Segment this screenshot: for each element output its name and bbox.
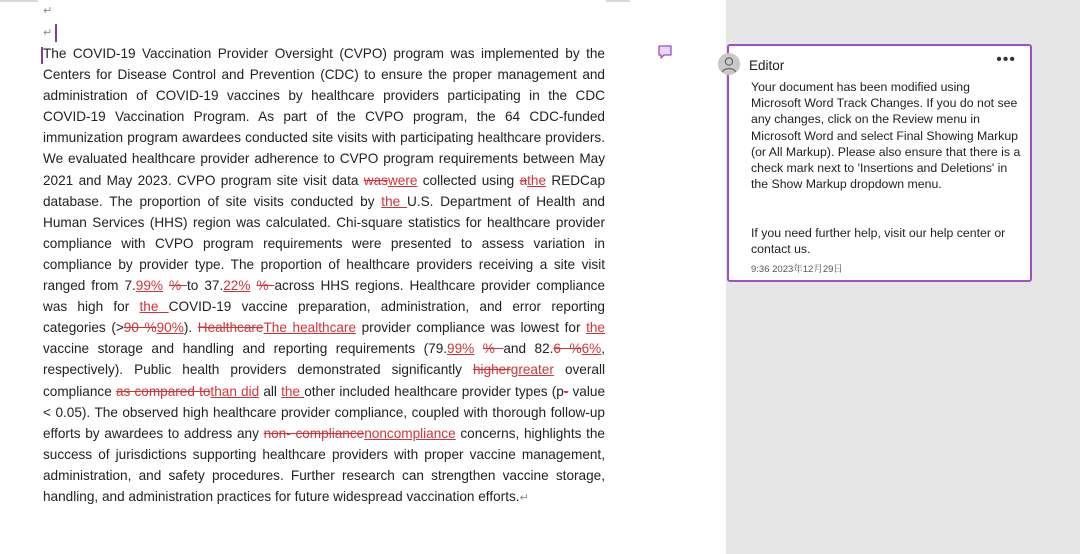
body-text-run: vaccine storage and handling and reporting requirements (79.	[43, 341, 448, 357]
body-text-run: REDCap database. The proportion of site visits conducted by	[43, 172, 605, 209]
comment-text: Your document has been modified using Microsoft Word Track Changes. If you do not see any changes, click on the Review menu in Microsoft Word and select Final Showing Markup (or All Markup). Please also ensure that there is a check mark next to 'Insertions and Deletions' in the Show Markup dropdown menu.	[751, 80, 1021, 192]
tracked-deletion: higher	[472, 362, 511, 378]
tracked-insertion: The healthcare	[263, 320, 357, 336]
tracked-insertion: 99%	[447, 341, 475, 357]
body-text-run: value < 0.05). The observed high healthcare provider compliance, coupled with thorough follow-up efforts by awardees to address any	[43, 383, 606, 441]
comment-card[interactable]	[727, 44, 1032, 282]
tracked-insertion: greater	[510, 362, 554, 378]
comment-timestamp: 9:36 2023年12月29日	[751, 264, 843, 275]
body-text-run: concerns, highlights the success of jurisdictions supporting healthcare providers with proper vaccine management, administration, and safety procedures. Further research can strengthen vaccine storage, handling, and administration practices for future widespread vaccination efforts.	[43, 425, 605, 504]
comment-author: Editor	[749, 58, 785, 73]
body-text-run: provider compliance was lowest for	[356, 320, 587, 336]
page-top-border	[606, 0, 630, 2]
tracked-insertion: the	[381, 193, 407, 209]
text-cursor	[55, 24, 57, 42]
paragraph-mark: ↵	[43, 5, 53, 17]
tracked-deletion: 6 %	[553, 341, 582, 357]
body-text-run: , respectively). Public health providers demonstrated significantly	[43, 341, 605, 378]
body-text-run: collected using	[417, 172, 520, 188]
tracked-insertion: than did	[210, 383, 260, 399]
body-text-run	[474, 341, 483, 356]
body-text-run: ).	[183, 320, 198, 336]
tracked-insertion: 90%	[156, 320, 184, 336]
tracked-insertion: were	[387, 172, 418, 188]
body-text-run: U.S. Department of Health and Human Services (HHS) region was calculated. Chi-square statistics for healthcare provider compliance with CVPO program requirements were presented to assess variation in compliance by provider type. The proportion of healthcare providers receiving a site visit ranged from 7.	[43, 193, 605, 294]
tracked-insertion: 6%	[581, 341, 602, 357]
body-text-run: other included healthcare provider types (p	[304, 383, 564, 399]
tracked-deletion: 90 %	[123, 320, 157, 336]
tracked-deletion: a	[519, 172, 528, 188]
tracked-deletion: as compared to	[115, 383, 211, 399]
comment-help-text: If you need further help, visit our help center or contact us.	[751, 226, 1006, 257]
tracked-insertion: 99%	[135, 278, 163, 294]
more-options-icon[interactable]: •••	[996, 51, 1016, 68]
body-text-run: overall compliance	[43, 362, 605, 399]
comment-icon[interactable]	[657, 44, 673, 60]
tracked-insertion: 22%	[223, 278, 251, 294]
tracked-insertion: the	[586, 320, 605, 336]
user-avatar-icon	[718, 53, 740, 75]
tracked-insertion: the	[281, 383, 305, 399]
paragraph-mark: ↵	[43, 27, 53, 39]
tracked-deletion: %	[482, 341, 504, 357]
abstract-paragraph[interactable]	[43, 43, 605, 509]
body-text-run: to 37.	[187, 278, 224, 294]
tracked-insertion: noncompliance	[364, 425, 456, 441]
tracked-deletion: non- compliance	[263, 425, 365, 441]
body-text-run: The COVID-19 Vaccination Provider Oversight (CVPO) program was implemented by the Centers for Disease Control and Prevention (CDC) to ensure the proper management and administration of COVID-19 vaccines by healthcare providers participating in the CDC COVID-19 Vaccination Program. As part of the CVPO program, the 64 CDC-funded immunization program awardees conducted site visits with participating healthcare providers. We evaluated healthcare provider adherence to CVPO program requirements between May 2021 and May 2023. CVPO program site visit data	[43, 46, 605, 188]
tracked-insertion: the	[139, 299, 169, 315]
tracked-deletion: %	[256, 278, 275, 294]
tracked-deletion: was	[363, 172, 388, 188]
tracked-insertion: the	[527, 172, 547, 188]
paragraph-mark: ↵	[519, 491, 529, 504]
body-text-run: and 82.	[503, 341, 554, 357]
body-text-run: all	[259, 383, 282, 399]
body-text-run: across HHS regions. Healthcare provider compliance was high for	[43, 278, 606, 315]
tracked-deletion: %	[168, 278, 188, 294]
body-text-run: COVID-19 vaccine preparation, administration, and error reporting categories (>	[43, 299, 605, 336]
page-top-border	[0, 0, 38, 2]
tracked-deletion: Healthcare	[197, 320, 264, 336]
tracked-deletion: -	[563, 383, 569, 399]
